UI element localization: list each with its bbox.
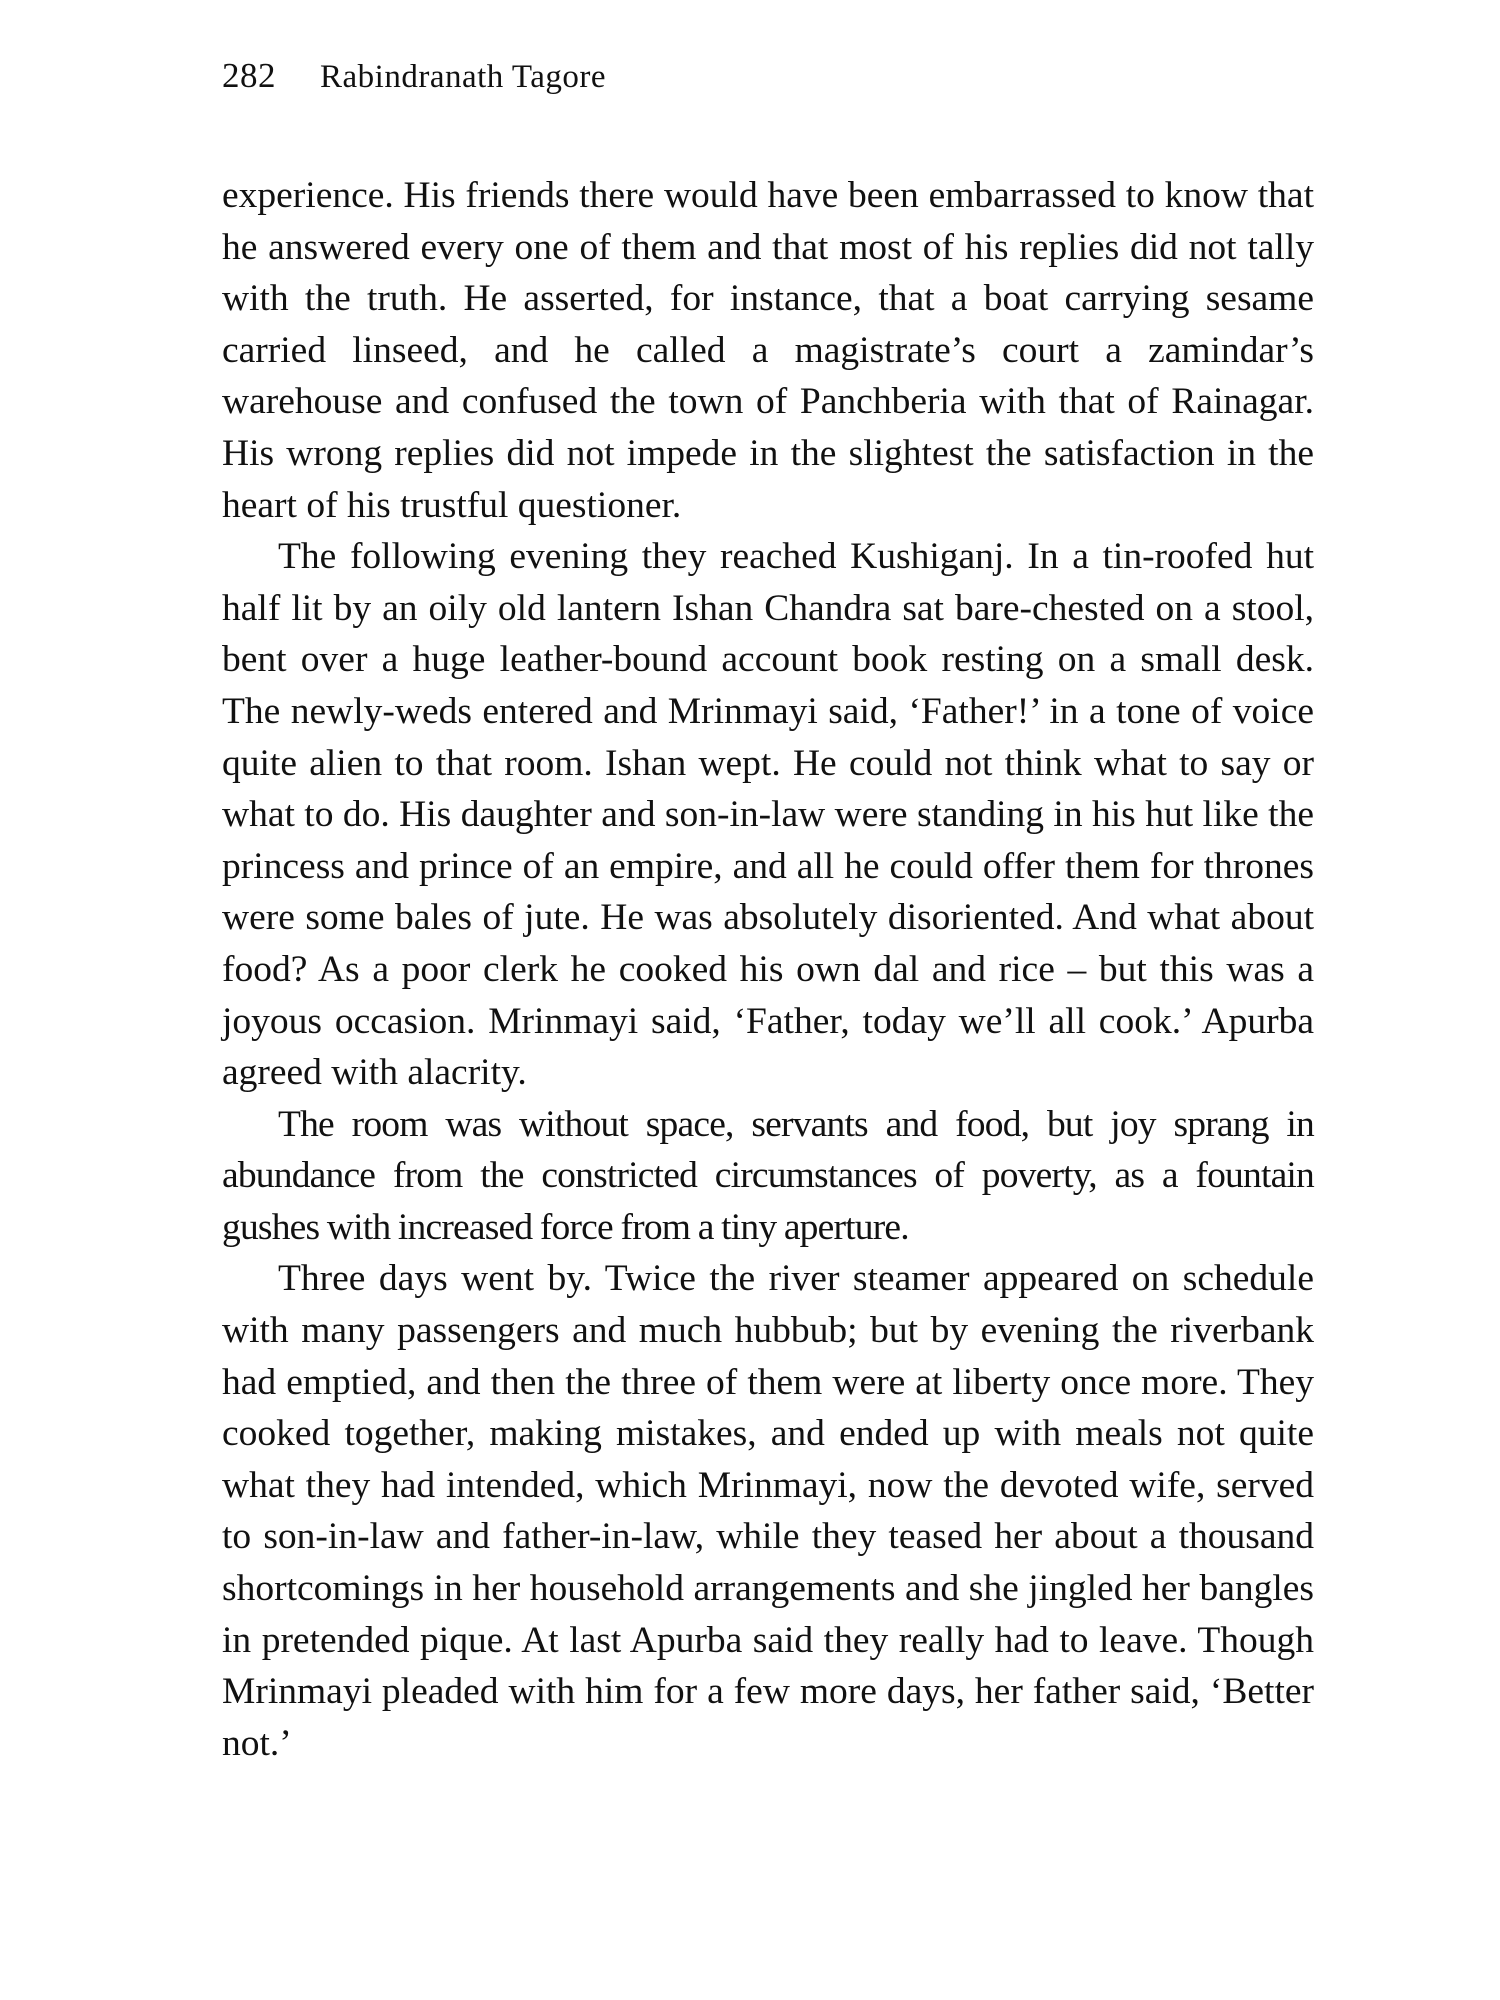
running-head xyxy=(222,56,606,106)
body-text xyxy=(222,170,1314,1769)
paragraph: Three days went by. Twice the river steamer appeared on schedule with many passengers and much hubbub; but by evening the riverbank had emptied, and then the three of them were at liberty once more. They cooked together, making mistakes, and ended up with meals not quite what they had intended, which Mrinmayi, now the devoted wife, served to son-in-law and father-in-law, while they teased her about a thousand shortcomings in her household arrangements and she jingled her bangles in pretended pique. At last Apurba said they really had to leave. Though Mrinmayi pleaded with him for a few more days, her father said, ‘Better not.’ xyxy=(222,1258,1314,1764)
paragraph: The room was without space, servants and food, but joy sprang in abundance from the constricted circumstances of poverty, as a fountain gushes with increased force from a tiny aperture. xyxy=(222,1103,1314,1248)
paragraph: The following evening they reached Kushiganj. In a tin-roofed hut half lit by an oily old lantern Ishan Chandra sat bare-chested on a stool, bent over a huge leather-bound account book resting on a small desk. The newly-weds entered and Mrinmayi said, ‘Father!’ in a tone of voice quite alien to that room. Ishan wept. He could not think what to say or what to do. His daughter and son-in-law were standing in his hut like the princess and prince of an empire, and all he could offer them for thrones were some bales of jute. He was absolutely disoriented. And what about food? As a poor clerk he cooked his own dal and rice – but this was a joyous occasion. Mrinmayi said, ‘Father, today we’ll all cook.’ Apurba agreed with alacrity. xyxy=(222,536,1314,1094)
running-head-author: Rabindranath Tagore xyxy=(320,59,607,95)
page-number: 282 xyxy=(222,56,276,95)
paragraph: experience. His friends there would have been embarrassed to know that he answered every one of them and that most of his replies did not tally with the truth. He asserted, for instance, that a boat carrying sesame carried linseed, and he called a magistrate’s court a zamindar’s warehouse and confused the town of Panchberia with that of Rainagar. His wrong replies did not impede in the slightest the satisfaction in the heart of his trustful questioner. xyxy=(222,175,1314,526)
